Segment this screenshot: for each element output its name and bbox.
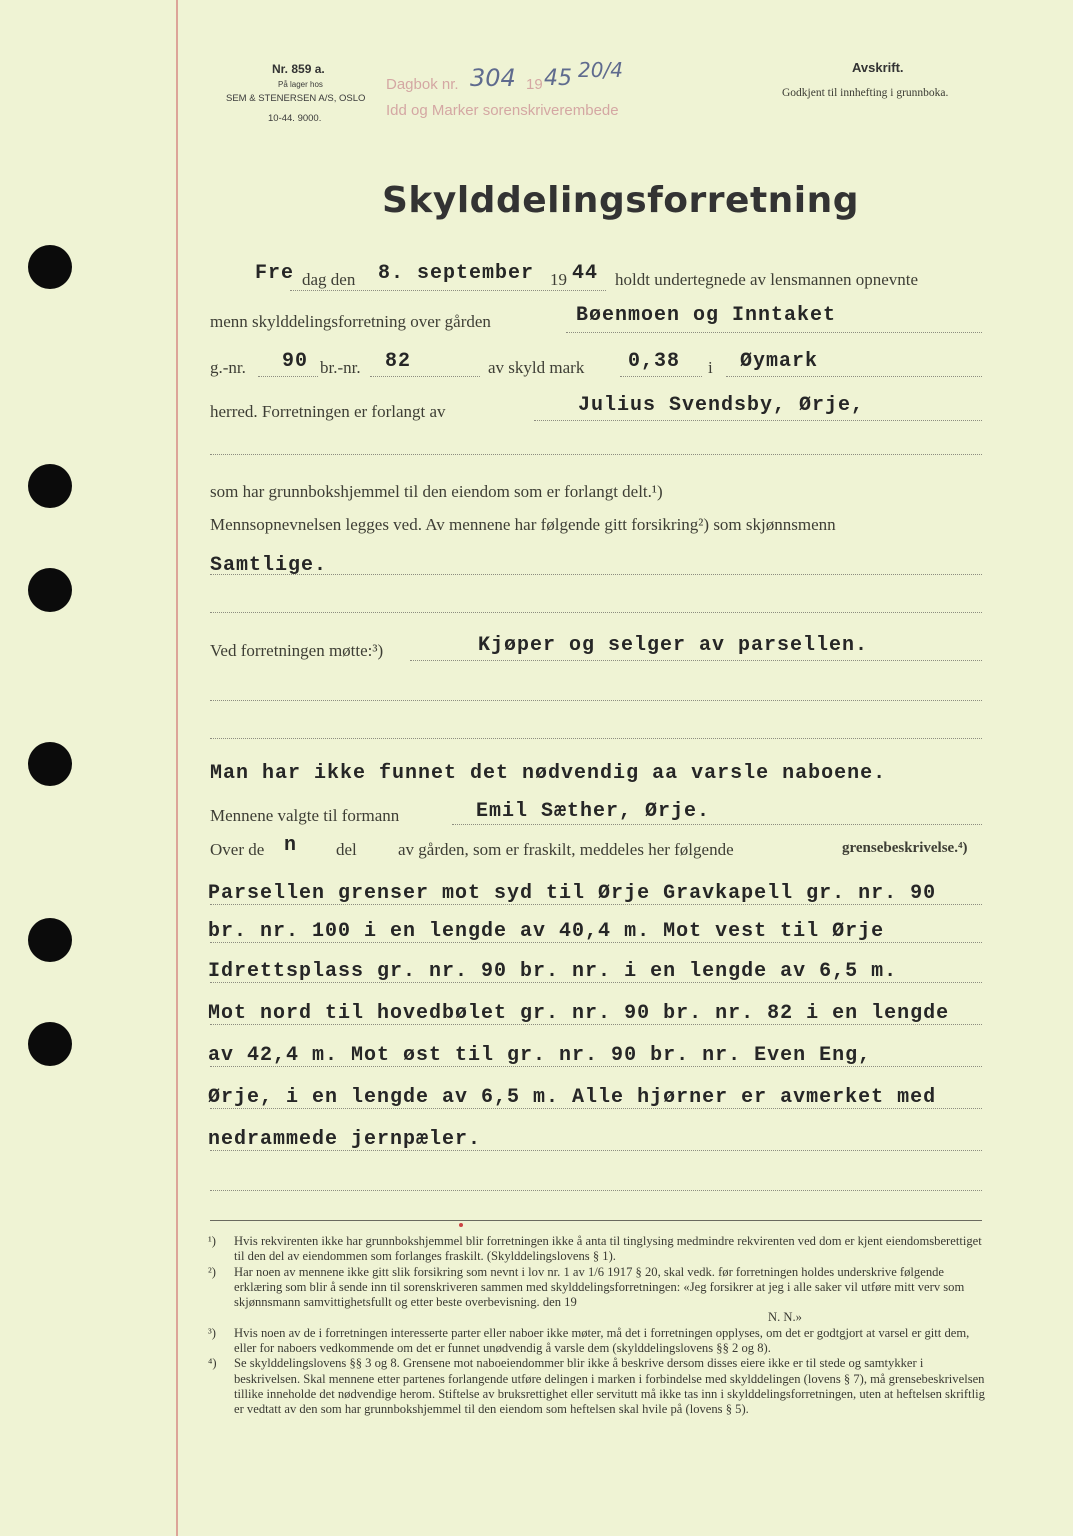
label-mote: Ved forretningen møtte:³)	[210, 641, 384, 660]
farm-name: Bøenmoen og Inntaket	[576, 304, 837, 327]
label-menn: menn skylddelingsforretning over gården	[210, 312, 491, 331]
printer-line: På lager hos	[278, 80, 323, 89]
label-mennsop: Mennsopnevnelsen legges ved. Av mennene har følgende gitt forsikring²) som skjønnsmenn	[210, 515, 836, 534]
label-held: holdt undertegnede av lensmannen opnevnte	[615, 270, 919, 289]
meeting-day: Fre	[255, 262, 295, 285]
description-line: Parsellen grenser mot syd til Ørje Gravkapell gr. nr. 90	[208, 882, 937, 905]
footnote-rule	[210, 1220, 982, 1221]
label-gnr: g.-nr.	[210, 358, 246, 377]
printer-line: SEM & STENERSEN A/S, OSLO	[226, 93, 366, 104]
description-line: Mot nord til hovedbølet gr. nr. 90 br. nr. 82 i en lengde	[208, 1002, 950, 1025]
description-line: av 42,4 m. Mot øst til gr. nr. 90 br. nr. Even Eng,	[208, 1044, 872, 1067]
stamp-dagbok: Dagbok nr.	[386, 76, 459, 93]
fill-line	[370, 376, 480, 377]
fill-line	[290, 290, 606, 291]
over-fill: n	[284, 834, 298, 857]
label-fraskilt: av gården, som er fraskilt, meddeles her følgende	[398, 840, 734, 859]
label-herred: herred. Forretningen er forlangt av	[210, 402, 446, 421]
fill-line	[410, 660, 982, 661]
fill-line	[210, 612, 982, 613]
fill-line	[726, 376, 982, 377]
copy-label: Avskrift.	[852, 60, 904, 75]
fill-line	[210, 1024, 982, 1025]
chairman: Emil Sæther, Ørje.	[476, 800, 711, 823]
footnote	[208, 1265, 988, 1311]
punch-hole	[28, 245, 72, 289]
punch-hole	[28, 918, 72, 962]
punch-hole	[28, 568, 72, 612]
footnote-text: Hvis rekvirenten ikke har grunnbokshjemmel blir forretningen ikke å anta til tinglysing medmindre rekvirenten ved dom er kjent eiendomsberettiget til den del av eiendommen som forlanges fraskilt. (Skylddelingslovens § 1).	[234, 1234, 982, 1264]
copy-note: Godkjent til innhefting i grunnboka.	[782, 87, 949, 99]
stamp-date: 20/4	[578, 58, 623, 82]
fill-line	[210, 574, 982, 575]
label-del: del	[336, 840, 357, 859]
stamp-year: 45	[544, 66, 572, 91]
footnote	[208, 1356, 988, 1417]
label-bnr: br.-nr.	[320, 358, 361, 377]
fill-line	[452, 824, 982, 825]
footnote-number: ³)	[208, 1325, 216, 1340]
footnotes	[208, 1234, 988, 1418]
footnote-text: Se skylddelingslovens §§ 3 og 8. Grensene mot naboeiendommer blir ikke å beskrive dersom disses eiere ikke er til stede og samtykker i beskrivelsen. Skal mennene etter partenes forlangende utføre delingen i marken i forbindelse med skylddelingen (lovens § 7), må grensebeskrivelsen tillike inneholde det nødvendige herom. Stiftelse av bruksrettighet eller servitutt må ikke tas inn i skylddelingsforretningen, uten at heftelsen skriftlig er vedtatt av den som har grunnbokshjemmel til den eiendom som heftelsen skal hvile på (lovens § 5).	[234, 1356, 985, 1417]
punch-hole	[28, 1022, 72, 1066]
footnote	[208, 1234, 988, 1265]
label-19: 19	[550, 270, 567, 289]
skyld-value: 0,38	[628, 350, 681, 373]
footnote-number: ²)	[208, 1264, 216, 1279]
red-mark	[459, 1223, 463, 1227]
notice: Man har ikke funnet det nødvendig aa varsle naboene.	[210, 762, 887, 785]
bnr-value: 82	[385, 350, 412, 373]
label-grense: grensebeskrivelse.⁴)	[842, 840, 968, 856]
attendees: Kjøper og selger av parsellen.	[478, 634, 869, 657]
fill-line	[210, 942, 982, 943]
fill-line	[258, 376, 318, 377]
requester: Julius Svendsby, Ørje,	[578, 394, 865, 417]
fill-line	[210, 700, 982, 701]
punch-hole	[28, 464, 72, 508]
kommune-name: Øymark	[740, 350, 819, 373]
description-line: Idrettsplass gr. nr. 90 br. nr. i en lengde av 6,5 m.	[208, 960, 898, 983]
footnote	[208, 1326, 988, 1357]
document-title: Skylddelingsforretning	[382, 180, 860, 221]
gnr-value: 90	[282, 350, 309, 373]
label-hjemmel: som har grunnbokshjemmel til den eiendom som er forlangt delt.¹)	[210, 482, 663, 501]
punch-hole	[28, 742, 72, 786]
form-number: Nr. 859 a.	[272, 62, 325, 76]
fill-line	[210, 454, 982, 455]
dagbok-number: 304	[470, 64, 516, 92]
fill-line	[566, 332, 982, 333]
description-line: Ørje, i en lengde av 6,5 m. Alle hjørner er avmerket med	[208, 1086, 937, 1109]
printer-line: 10-44. 9000.	[268, 113, 322, 124]
margin-rule	[176, 0, 178, 1536]
fill-line	[210, 904, 982, 905]
description-line: br. nr. 100 i en lengde av 40,4 m. Mot vest til Ørje	[208, 920, 885, 943]
footnote-number: ⁴)	[208, 1356, 217, 1371]
stamp-year-prefix: 19	[526, 76, 543, 93]
fill-line	[534, 420, 982, 421]
label-dag-den: dag den	[302, 270, 356, 289]
fill-line	[210, 1190, 982, 1191]
label-over: Over de	[210, 840, 265, 859]
fill-line	[210, 1108, 982, 1109]
meeting-year: 44	[572, 262, 599, 285]
label-formann: Mennene valgte til formann	[210, 806, 400, 825]
label-skyld: av skyld mark	[488, 358, 585, 377]
footnote-signature	[208, 1310, 988, 1325]
footnote-number: ¹)	[208, 1234, 216, 1248]
footnote-text: Hvis noen av de i forretningen interesserte parter eller naboer ikke møter, må det i forretningen opplyses, om det er godtgjort at varsel er gitt dem, eller for naboers vedkommende om det er funnet unødvendig å varsle dem (skylddelingslovens §§ 2 og 8).	[234, 1325, 970, 1356]
description-line: nedrammede jernpæler.	[208, 1128, 482, 1151]
fill-line	[620, 376, 702, 377]
footnote-text: Har noen av mennene ikke gitt slik forsikring som nevnt i lov nr. 1 av 1/6 1917 § 20, skal vedk. før forretningen holdes underskrive følgende erklæring som blir å sende inn til sorenskriveren sammen med skylddelingsforretningen: «Jeg forsikrer at jeg i alle saker vil utføre mitt verv som skjønnsmann samvittighetsfullt og etter beste overbevisning. den 19	[234, 1264, 965, 1310]
fill-line	[210, 1066, 982, 1067]
label-i: i	[708, 358, 713, 377]
footnote-text: N. N.»	[768, 1310, 802, 1325]
fill-line	[210, 1150, 982, 1151]
fill-line	[210, 982, 982, 983]
insurers: Samtlige.	[210, 554, 328, 577]
meeting-date: 8. september	[378, 262, 535, 285]
fill-line	[210, 738, 982, 739]
stamp-office: Idd og Marker sorenskriverembede	[386, 102, 619, 119]
